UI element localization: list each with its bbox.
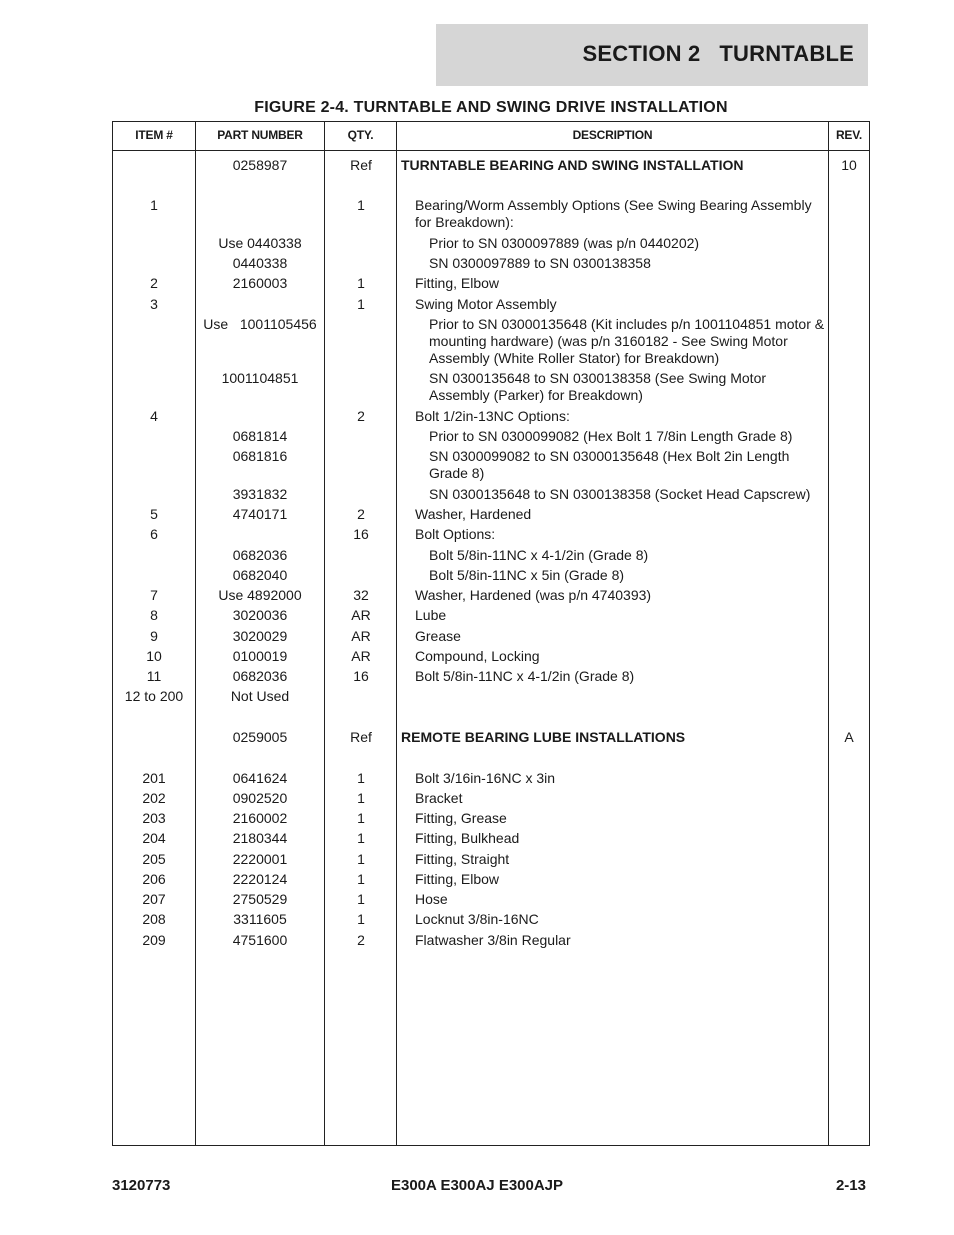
item-number: 12 to 200 (124, 688, 184, 704)
description: SN 0300135648 to SN 0300138358 (Socket Head Capscrew) (429, 486, 811, 502)
header-description: DESCRIPTION (572, 128, 653, 142)
part-number: 0902520 (232, 790, 288, 806)
item-number: 9 (150, 628, 158, 644)
quantity: 2 (357, 932, 365, 948)
item-number: 202 (142, 790, 166, 806)
description: Fitting, Elbow (415, 871, 500, 887)
description: Fitting, Straight (415, 851, 510, 867)
quantity: 1 (357, 851, 365, 867)
description: Hose (415, 891, 448, 907)
part-number: 4751600 (232, 932, 288, 948)
description: Grease (415, 628, 461, 644)
description: SN 0300097889 to SN 0300138358 (429, 255, 651, 271)
quantity: 1 (357, 871, 365, 887)
quantity: 32 (353, 587, 369, 603)
quantity: 1 (357, 197, 365, 213)
part-number: 3931832 (232, 486, 288, 502)
part-number: 2180344 (232, 830, 288, 846)
part-number: 0682040 (232, 567, 288, 583)
item-number: 6 (150, 526, 158, 542)
part-number: 0259005 (232, 729, 288, 745)
quantity: 1 (357, 911, 365, 927)
figure-title: FIGURE 2-4. TURNTABLE AND SWING DRIVE INSTALLATION (254, 99, 728, 116)
quantity: 16 (353, 526, 369, 542)
header-qty: QTY. (347, 128, 374, 142)
description: SN 0300135648 to SN 0300138358 (See Swing Motor Assembly (Parker) for Breakdown) (429, 370, 767, 403)
quantity: AR (351, 607, 371, 623)
item-number: 1 (150, 197, 158, 213)
item-number: 4 (150, 408, 158, 424)
item-number: 7 (150, 587, 158, 603)
description: Compound, Locking (415, 648, 540, 664)
quantity: 1 (357, 790, 365, 806)
item-number: 8 (150, 607, 158, 623)
description: Fitting, Bulkhead (415, 830, 520, 846)
part-number: 0440338 (232, 255, 288, 271)
part-number: 0641624 (232, 770, 288, 786)
description: Bolt 1/2in-13NC Options: (415, 408, 570, 424)
description: Bolt 5/8in-11NC x 4-1/2in (Grade 8) (415, 668, 635, 684)
item-number: 205 (142, 851, 166, 867)
item-number: 204 (142, 830, 166, 846)
item-number: 3 (150, 296, 158, 312)
part-number: 0100019 (232, 648, 288, 664)
part-number: 3311605 (233, 911, 287, 927)
part-number: 3020029 (232, 628, 288, 644)
item-number: 10 (146, 648, 162, 664)
description: TURNTABLE BEARING AND SWING INSTALLATION (401, 157, 744, 173)
item-number: 207 (142, 891, 166, 907)
description: Bracket (415, 790, 463, 806)
part-number: 0681816 (232, 448, 288, 464)
part-number: Not Used (230, 688, 290, 704)
part-number: 2220124 (232, 871, 288, 887)
item-number: 2 (150, 275, 158, 291)
description: Washer, Hardened (415, 506, 532, 522)
description: Washer, Hardened (was p/n 4740393) (415, 587, 652, 603)
description: Prior to SN 0300097889 (was p/n 0440202) (429, 235, 700, 251)
revision: 10 (841, 157, 857, 173)
quantity: 1 (357, 830, 365, 846)
item-number: 11 (146, 668, 162, 684)
quantity: 1 (357, 810, 365, 826)
revision: A (844, 729, 854, 745)
description: Bolt 5/8in-11NC x 4-1/2in (Grade 8) (429, 547, 649, 563)
quantity: Ref (350, 729, 372, 745)
description: REMOTE BEARING LUBE INSTALLATIONS (401, 729, 686, 745)
part-number: 2220001 (232, 851, 288, 867)
header-item: ITEM # (135, 128, 173, 142)
description: Prior to SN 03000135648 (Kit includes p/n 1001104851 motor & mounting hardware) (was p/n 3160182 - See Swing Motor Assembly (White Roller Stator) for Breakdown) (429, 316, 825, 366)
description: Bolt 3/16in-16NC x 3in (415, 770, 556, 786)
part-number: 0682036 (232, 547, 288, 563)
part-number: 4740171 (232, 506, 288, 522)
quantity: Ref (350, 157, 372, 173)
description: Lube (415, 607, 447, 623)
item-number: 201 (142, 770, 166, 786)
item-number: 5 (150, 506, 158, 522)
description: SN 0300099082 to SN 03000135648 (Hex Bolt 2in Length Grade 8) (429, 448, 790, 481)
part-number: Use 4892000 (218, 587, 302, 603)
part-number: Use 1001105456 (203, 316, 317, 332)
quantity: 1 (357, 891, 365, 907)
part-number: 2160002 (232, 810, 288, 826)
quantity: 2 (357, 408, 365, 424)
description: Bearing/Worm Assembly Options (See Swing Bearing Assembly for Breakdown): (415, 197, 812, 230)
item-number: 208 (142, 911, 166, 927)
quantity: AR (351, 628, 371, 644)
part-number: 3020036 (232, 607, 288, 623)
item-number: 206 (142, 871, 166, 887)
model-names: E300A E300AJ E300AJP (390, 1177, 564, 1194)
description: Bolt 5/8in-11NC x 5in (Grade 8) (429, 567, 625, 583)
document-number: 3120773 (112, 1177, 171, 1194)
description: Bolt Options: (415, 526, 496, 542)
section-banner (436, 24, 868, 86)
part-number: 0681814 (232, 428, 288, 444)
header-rev: REV. (835, 128, 863, 142)
part-number: Use 0440338 (218, 235, 302, 251)
quantity: AR (351, 648, 371, 664)
description: Locknut 3/8in-16NC (415, 911, 539, 927)
part-number: 2160003 (232, 275, 288, 291)
description: Swing Motor Assembly (415, 296, 557, 312)
description: Fitting, Grease (415, 810, 507, 826)
part-number: 1001104851 (221, 370, 299, 386)
item-number: 203 (142, 810, 166, 826)
section-title: SECTION 2 TURNTABLE (582, 41, 854, 66)
page-number: 2-13 (835, 1177, 866, 1194)
table-header (113, 122, 869, 151)
part-number: 2750529 (232, 891, 288, 907)
part-number: 0682036 (232, 668, 288, 684)
column-divider (828, 122, 829, 1145)
parts-table (112, 121, 870, 1146)
description: Fitting, Elbow (415, 275, 500, 291)
quantity: 2 (357, 506, 365, 522)
header-part-number: PART NUMBER (217, 128, 303, 142)
description: Prior to SN 0300099082 (Hex Bolt 1 7/8in Length Grade 8) (429, 428, 793, 444)
part-number: 0258987 (232, 157, 288, 173)
quantity: 1 (357, 770, 365, 786)
quantity: 1 (357, 275, 365, 291)
item-number: 209 (142, 932, 166, 948)
description: Flatwasher 3/8in Regular (415, 932, 571, 948)
quantity: 1 (357, 296, 365, 312)
quantity: 16 (353, 668, 369, 684)
